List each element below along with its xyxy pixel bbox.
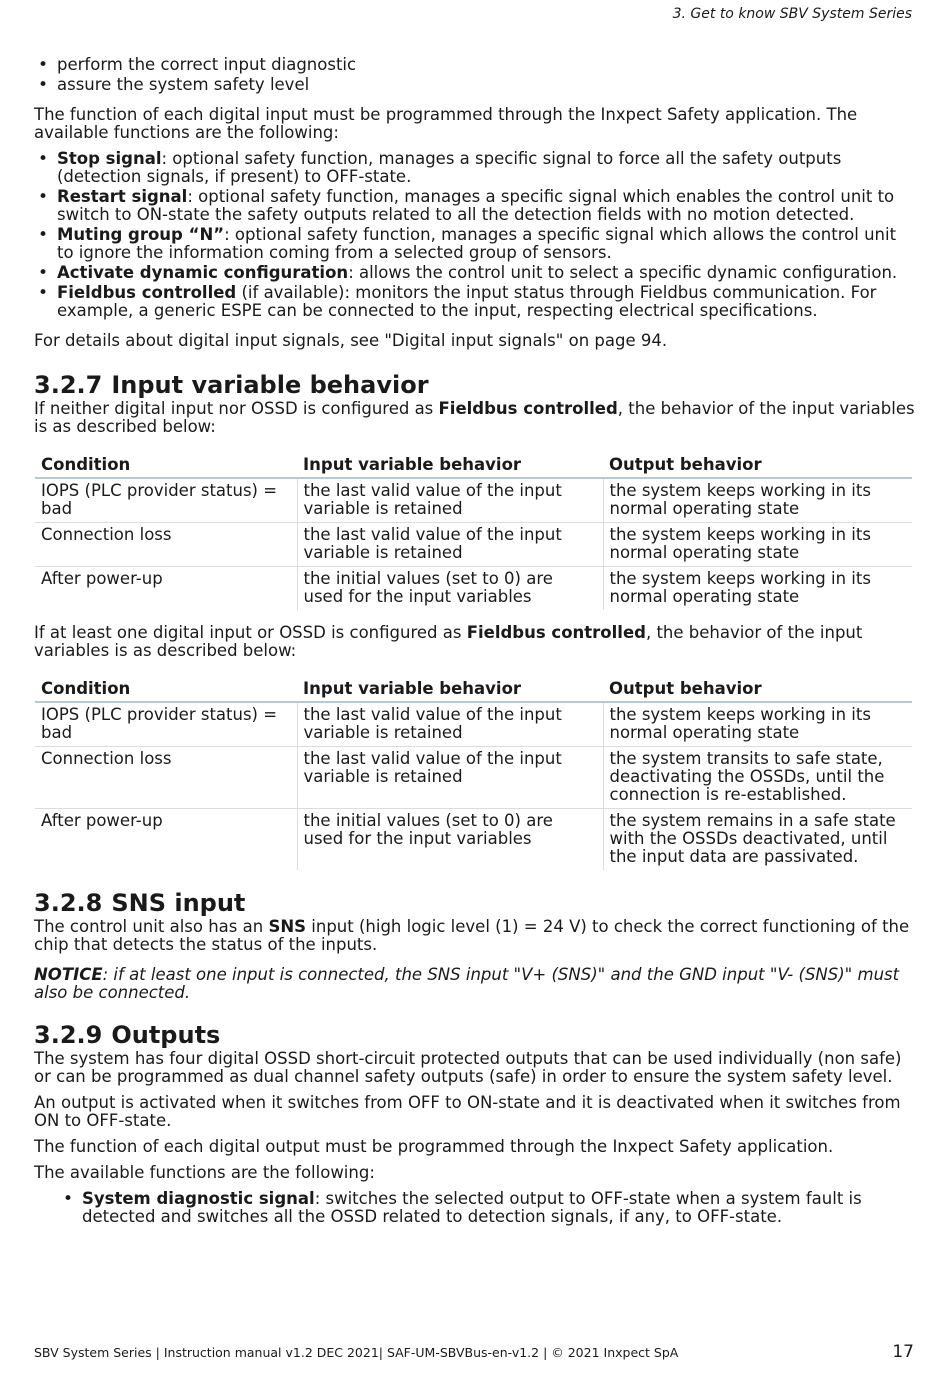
section-heading-3-2-9 [34,1022,916,1048]
paragraph [34,400,916,436]
table-cell: the system remains in a safe state with the OSSDs deactivated, until the input data are passivated. [603,809,912,871]
paragraph: An output is activated when it switches from OFF to ON-state and it is deactivated when it switches from ON to OFF-state. [34,1093,901,1130]
table-cell: the system keeps working in its normal operating state [603,478,912,523]
table-cell: the last valid value of the input variable is retained [297,702,603,747]
definition: : optional safety function, manages a specific signal which allows the control unit to ignore the information coming from a selected group of sensors. [57,225,897,262]
table-cell: Connection loss [35,523,297,567]
paragraph: The function of each digital output must be programmed through the Inxpect Safety application. [34,1137,834,1156]
table-row [35,702,912,747]
text-run: If neither digital input nor OSSD is configured as [34,399,439,418]
text-run: If at least one digital input or OSSD is configured as [34,623,467,642]
section-heading-3-2-7 [34,372,916,398]
paragraph: The system has four digital OSSD short-circuit protected outputs that can be used individually (non safe) or can be programmed as dual channel safety outputs (safe) in order to ensure the system safety level. [34,1049,902,1086]
table-cell: the system keeps working in its normal operating state [603,702,912,747]
text-run: , the behavior of the input variables is as described below: [34,623,863,660]
table-cell: the last valid value of the input variable is retained [297,523,603,567]
table-cell: the system keeps working in its normal operating state [603,523,912,567]
term: Activate dynamic configuration [57,263,349,282]
table-cell: IOPS (PLC provider status) = bad [41,705,278,742]
page-content [34,56,916,1234]
list-item [82,1190,916,1226]
column-header: Output behavior [603,676,912,702]
section-number: 3.2.8 [34,889,103,917]
bold-term: Fieldbus controlled [438,399,618,418]
page-footer: SBV System Series | Instruction manual v1.2 DEC 2021| SAF-UM-SBVBus-en-v1.2 | © 2021 Inxpect SpA [34,1345,679,1360]
list-item [57,226,916,262]
paragraph [34,624,916,660]
notice [34,966,916,1002]
table-cell: the initial values (set to 0) are used for the input variables [297,567,603,611]
section-title: Input variable behavior [111,371,429,399]
definition: (if available): monitors the input status through Fieldbus communication. For example, a generic ESPE can be connected to the input, respecting electrical specifications. [57,283,877,320]
definition: : optional safety function, manages a specific signal to force all the safety outputs (detection signals, if present) to OFF-state. [57,149,842,186]
behavior-table-1 [35,452,912,610]
table-row [35,478,912,523]
bold-term: Fieldbus controlled [466,623,646,642]
page-number: 17 [892,1342,914,1362]
behavior-table-2 [35,676,912,870]
input-functions-list [34,150,916,320]
list-item [57,284,916,320]
column-header: Input variable behavior [297,452,603,478]
list-item [57,150,916,186]
table-cell: After power-up [35,809,297,871]
term: Fieldbus controlled [57,283,237,302]
notice-text: : if at least one input is connected, the SNS input "V+ (SNS)" and the GND input "V- (SNS)" must also be connected. [34,965,900,1002]
table-cell: Connection loss [35,747,297,809]
text-run: , the behavior of the input variables is as described below: [34,399,915,436]
paragraph: The function of each digital input must be programmed through the Inxpect Safety application. The available functions are the following: [34,105,858,142]
section-number: 3.2.7 [34,371,103,399]
text-run: input (high logic level (1) = 24 V) to check the correct functioning of the chip that detects the status of the inputs. [34,917,910,954]
list-item: • assure the system safety level [57,76,916,94]
table-cell: the initial values (set to 0) are used for the input variables [297,809,603,871]
section-number: 3.2.9 [34,1021,103,1049]
bold-term: SNS [268,917,307,936]
table-row [35,747,912,809]
term: Restart signal [57,187,188,206]
column-header: Output behavior [603,452,912,478]
list-item [57,188,916,224]
term: Stop signal [57,149,162,168]
definition: : switches the selected output to OFF-state when a system fault is detected and switches all the OSSD related to detection signals, if any, to OFF-state. [82,1189,862,1226]
table-row [35,567,912,611]
paragraph [34,918,916,954]
column-header: Input variable behavior [297,676,603,702]
table-row [35,809,912,871]
table-row [35,523,912,567]
term: System diagnostic signal [82,1189,315,1208]
table-cell: the system transits to safe state, deactivating the OSSDs, until the connection is re-established. [603,747,912,809]
table-cell: the last valid value of the input variable is retained [297,747,603,809]
list-item [57,264,916,282]
list-item: • perform the correct input diagnostic [57,56,916,74]
definition: : allows the control unit to select a specific dynamic configuration. [348,263,898,282]
section-title: Outputs [111,1021,221,1049]
table-cell: the last valid value of the input variable is retained [297,478,603,523]
column-header: Condition [35,452,297,478]
table-cell: IOPS (PLC provider status) = bad [41,481,278,518]
term: Muting group “N” [57,225,225,244]
text-run: The control unit also has an [34,917,269,936]
paragraph: For details about digital input signals, see "Digital input signals" on page 94. [34,331,668,350]
section-heading-3-2-8 [34,890,916,916]
intro-list [34,56,916,94]
table-header-row [35,452,912,478]
table-cell: the system keeps working in its normal operating state [603,567,912,611]
table-header-row [35,676,912,702]
running-header: 3. Get to know SBV System Series [672,6,912,22]
section-title: SNS input [111,889,246,917]
column-header: Condition [35,676,297,702]
definition: : optional safety function, manages a specific signal which enables the control unit to switch to ON-state the safety outputs related to all the detection fields with no motion detected. [57,187,895,224]
notice-label: NOTICE [34,965,103,984]
output-functions-list [34,1190,916,1226]
table-cell: After power-up [35,567,297,611]
paragraph: The available functions are the following: [34,1163,375,1182]
